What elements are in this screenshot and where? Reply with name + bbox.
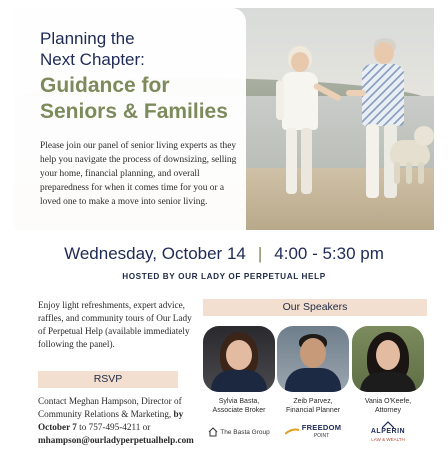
- speaker-name-3: Vania O'Keefe, Attorney: [364, 398, 412, 414]
- roof-icon: [382, 421, 394, 428]
- hero-photo-dog: [384, 120, 434, 190]
- speaker-card-1: [203, 326, 275, 443]
- speaker-card-2: [277, 326, 349, 443]
- speakers-heading: Our Speakers: [203, 299, 427, 316]
- speaker-photo-2: [277, 326, 349, 392]
- event-host: HOSTED BY OUR LADY OF PERPETUAL HELP: [122, 272, 326, 281]
- rsvp-contact-prefix: Contact Meghan Hampson, Director of Community Relations & Marketing,: [38, 396, 182, 419]
- headline-seniors-families: Seniors & Families: [40, 100, 228, 123]
- rsvp-contact: [38, 395, 208, 447]
- speaker-name-1: Sylvia Basta, Associate Broker: [212, 398, 266, 414]
- speaker-photo-3: [352, 326, 424, 392]
- headline-guidance: Guidance for: [40, 74, 170, 97]
- hero-text-card: [14, 8, 246, 230]
- event-time: 4:00 - 5:30 pm: [274, 244, 384, 263]
- house-icon: [208, 427, 218, 437]
- event-date: Wednesday, October 14: [64, 244, 246, 263]
- swoosh-icon: [285, 428, 299, 436]
- rsvp-phone[interactable]: to 757-495-4211 or: [76, 422, 151, 432]
- speaker-name-2: Zeib Parvez, Financial Planner: [285, 398, 341, 414]
- hero-banner: [14, 8, 434, 230]
- intro-paragraph: Please join our panel of senior living experts as they help you navigate the process of downsizing, selling your home, financial planning, and overall preparedness for when it comes time for you or a loved one to make a move into senior living.: [40, 141, 237, 207]
- logo-basta-group: The Basta Group: [203, 421, 275, 443]
- event-date-time: [0, 244, 448, 264]
- event-separator: |: [257, 244, 263, 263]
- hero-photo-woman: [276, 46, 326, 216]
- rsvp-deadline: by October 7: [38, 409, 184, 432]
- logo-freedom-point: FREEDOM POINT: [277, 421, 349, 443]
- refreshments-text: Enjoy light refreshments, expert advice, raffles, and community tours of Our Lady of Perpetual Help (available immediately following the panel).: [38, 300, 192, 349]
- speaker-photo-1: [203, 326, 275, 392]
- headline-next-chapter: Next Chapter:: [40, 50, 145, 69]
- logo-alperin: ALPERIN LAW & WEALTH: [352, 421, 424, 443]
- headline-planning: Planning the: [40, 29, 135, 48]
- speaker-card-3: [352, 326, 424, 443]
- rsvp-heading: RSVP: [38, 371, 178, 388]
- rsvp-email-link[interactable]: mhampson@ourladyperpetualhelp.com: [38, 435, 194, 445]
